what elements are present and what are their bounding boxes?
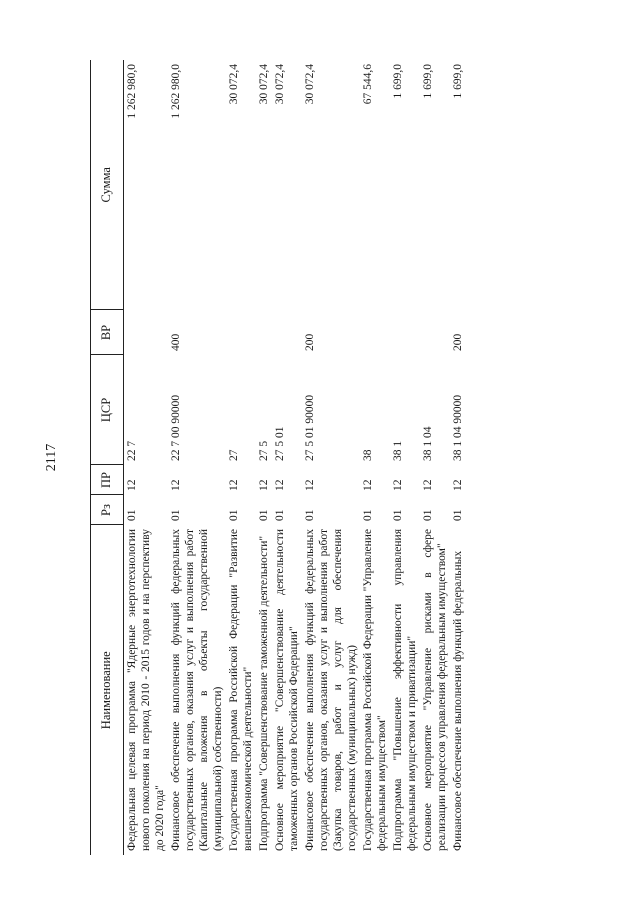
- cell-name: Финансовое обеспечение выполнения функций федеральных государственных органов, оказания услуг и выполнения работ (Капитальные вложения в объекты государственной (муниципальной) собственности): [170, 529, 225, 851]
- header-sum: Сумма: [91, 60, 124, 310]
- cell-pr: 12: [304, 479, 317, 491]
- cell-vr: [360, 310, 390, 355]
- cell-name: Финансовое обеспечение выполнения функций федеральных государственных органов, оказания услуг и выполнения работ (Закупка товаров, работ и услуг для обеспечения государственных (муниципальных) нужд): [304, 529, 359, 851]
- table-row: [168, 60, 226, 855]
- cell-rz: 01: [422, 509, 435, 521]
- cell-name: Государственная программа Российской Федерации "Развитие внешнеэкономической деятельности": [228, 529, 255, 851]
- cell-vr: [390, 310, 420, 355]
- cell-rz: 01: [170, 509, 183, 521]
- cell-rz: 01: [274, 509, 287, 521]
- cell-sum: 1 262 980,0: [126, 64, 138, 119]
- cell-pr: 12: [452, 479, 465, 491]
- cell-vr: 200: [452, 333, 465, 351]
- table-row: [450, 60, 466, 855]
- cell-csr: 22 7 00 90000: [170, 394, 183, 461]
- table-body: [124, 60, 467, 855]
- cell-pr: 12: [422, 479, 435, 491]
- cell-vr: [256, 310, 272, 355]
- cell-name: Федеральная целевая программа "Ядерные энерготехнологии нового поколения на период 2010 - 2015 годов и на перспективу до 2020 года": [126, 529, 167, 851]
- cell-csr: 27: [228, 449, 241, 461]
- header-csr: ЦСР: [91, 355, 124, 465]
- cell-csr: 38 1 04: [422, 426, 435, 461]
- cell-pr: 12: [274, 479, 287, 491]
- cell-vr: [226, 310, 256, 355]
- table-row: [226, 60, 256, 855]
- cell-name: Основное мероприятие "Совершенствование деятельности таможенных органов Российской Федерации": [274, 529, 301, 851]
- cell-csr: 38: [362, 449, 375, 461]
- table-row: [420, 60, 450, 855]
- page-number: 2117: [44, 443, 59, 472]
- header-vr: ВР: [91, 310, 124, 355]
- table-header-row: [91, 60, 124, 855]
- cell-sum: 1 262 980,0: [170, 64, 183, 119]
- cell-name: Государственная программа Российской Федерации "Управление федеральным имуществом": [362, 529, 389, 851]
- cell-csr: 22 7: [126, 440, 138, 461]
- cell-rz: 01: [228, 509, 241, 521]
- cell-name: Подпрограмма "Совершенствование таможенной деятельности": [258, 535, 271, 851]
- cell-sum: 1 699,0: [452, 64, 465, 99]
- cell-pr: 12: [392, 479, 405, 491]
- rotated-sheet: [44, 60, 610, 855]
- cell-sum: 1 699,0: [392, 64, 405, 99]
- table-row: [124, 60, 169, 855]
- cell-rz: 01: [126, 509, 138, 521]
- cell-pr: 12: [170, 479, 183, 491]
- cell-rz: 01: [258, 509, 271, 521]
- cell-sum: 30 072,4: [228, 64, 241, 105]
- cell-pr: 12: [258, 479, 271, 491]
- cell-sum: 30 072,4: [258, 64, 271, 105]
- cell-vr: 200: [304, 333, 317, 351]
- cell-vr: [124, 310, 169, 355]
- cell-name: Подпрограмма "Повышение эффективности управления федеральным имуществом и приватизации": [392, 529, 419, 851]
- table-row: [360, 60, 390, 855]
- cell-pr: 12: [228, 479, 241, 491]
- cell-csr: 38 1: [392, 440, 405, 461]
- cell-name: Финансовое обеспечение выполнения функций федеральных: [452, 550, 465, 851]
- cell-csr: 38 1 04 90000: [452, 394, 465, 461]
- header-pr: ПР: [91, 465, 124, 495]
- cell-pr: 12: [126, 479, 138, 491]
- table-row: [272, 60, 302, 855]
- budget-table: [90, 60, 466, 855]
- cell-rz: 01: [452, 509, 465, 521]
- table-row: [390, 60, 420, 855]
- cell-csr: 27 5 01: [274, 426, 287, 461]
- cell-sum: 30 072,4: [304, 64, 317, 105]
- cell-vr: [420, 310, 450, 355]
- cell-name: Основное мероприятие "Управление рисками в сфере реализации процессов управления федеральным имуществом": [422, 529, 449, 851]
- cell-pr: 12: [362, 479, 375, 491]
- table-row: [256, 60, 272, 855]
- cell-sum: 1 699,0: [422, 64, 435, 99]
- cell-csr: 27 5 01 90000: [304, 394, 317, 461]
- header-rz: Рз: [91, 495, 124, 525]
- cell-rz: 01: [304, 509, 317, 521]
- cell-csr: 27 5: [258, 440, 271, 461]
- cell-sum: 30 072,4: [274, 64, 287, 105]
- cell-vr: [272, 310, 302, 355]
- cell-rz: 01: [392, 509, 405, 521]
- table-row: [302, 60, 360, 855]
- cell-rz: 01: [362, 509, 375, 521]
- cell-vr: 400: [170, 333, 183, 351]
- header-name: Наименование: [91, 525, 124, 855]
- cell-sum: 67 544,6: [362, 64, 375, 105]
